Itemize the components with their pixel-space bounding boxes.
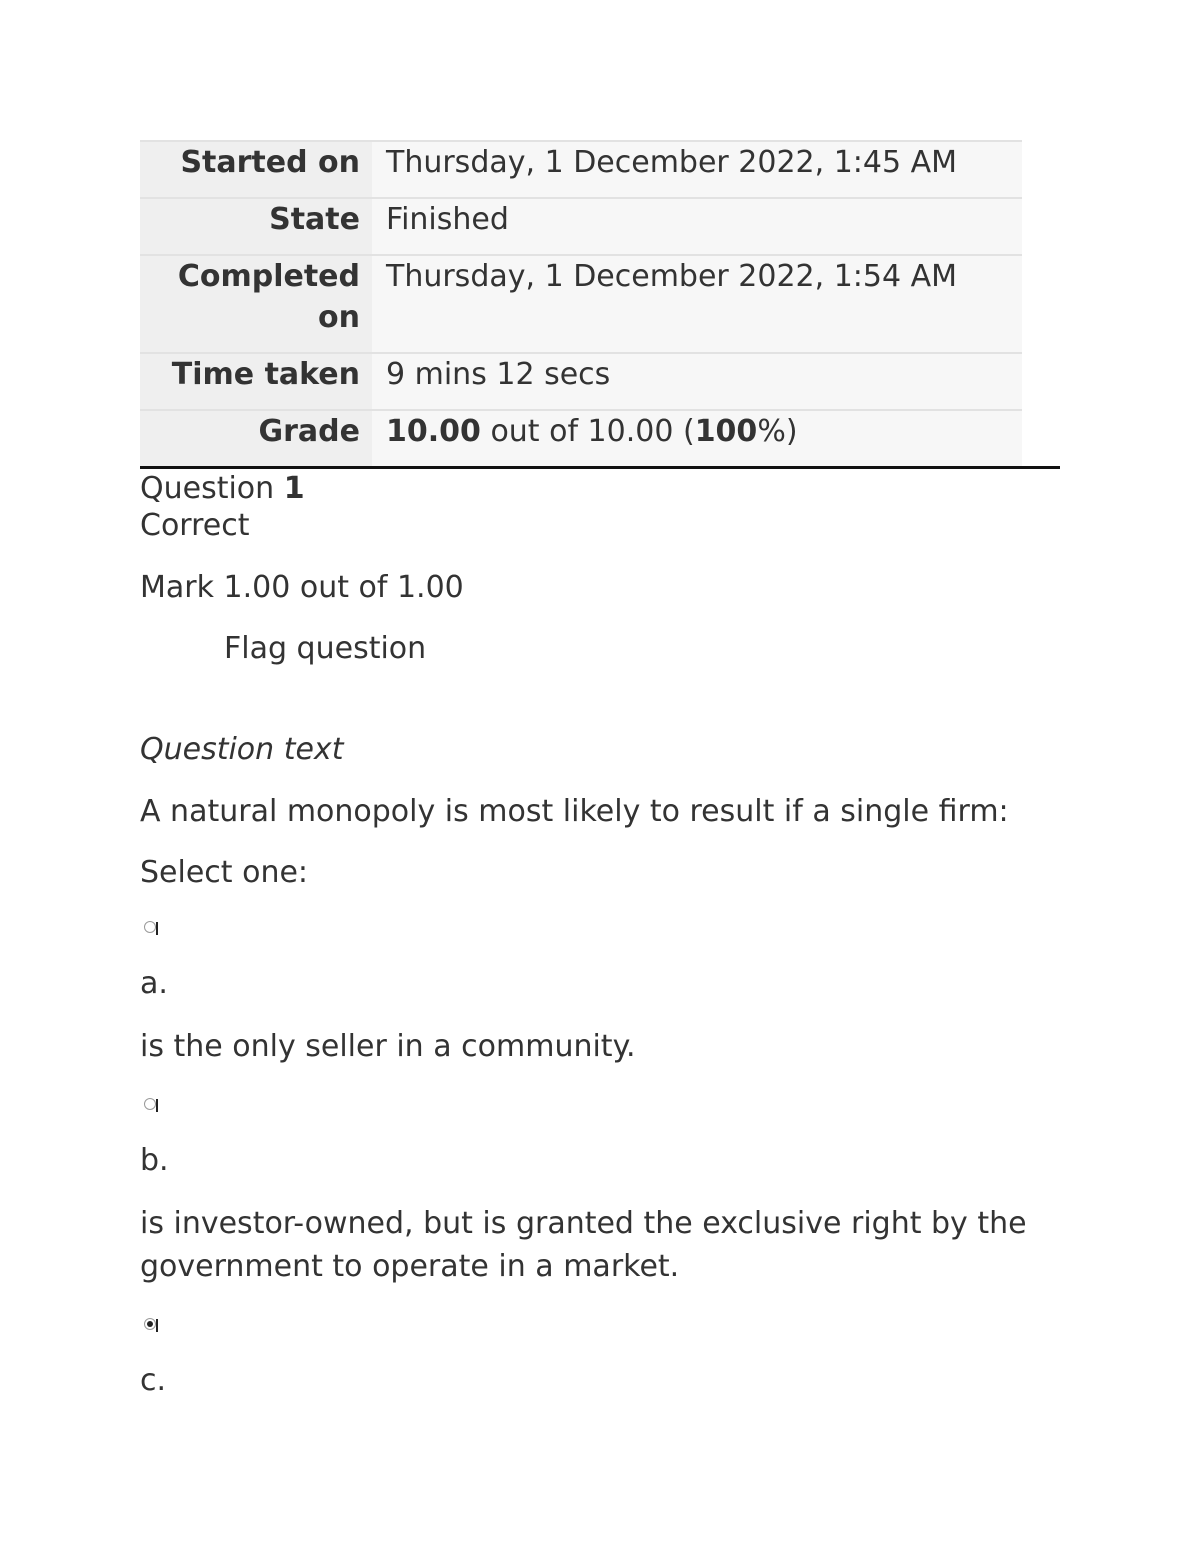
summary-value: 9 mins 12 secs [372, 353, 1022, 410]
summary-row-completed [140, 255, 1022, 353]
summary-label: Completed on [140, 255, 372, 353]
option-a-letter: a. [140, 966, 168, 1001]
radio-bar-icon [156, 1099, 158, 1112]
question-prefix: Question [140, 471, 284, 506]
summary-row-time-taken [140, 353, 1022, 410]
option-c-letter: c. [140, 1363, 167, 1398]
summary-label: Grade [140, 410, 372, 466]
radio-selected-dot-icon [147, 1321, 153, 1327]
option-c-radio[interactable] [144, 1318, 158, 1332]
summary-label: Started on [140, 141, 372, 198]
option-b-text[interactable]: is investor-owned, but is granted the exclusive right by the government to operate in a market. [140, 1206, 1027, 1284]
question-status: Correct [140, 508, 250, 543]
summary-label: Time taken [140, 353, 372, 410]
radio-bar-icon [156, 922, 158, 935]
summary-value: Thursday, 1 December 2022, 1:45 AM [372, 141, 1022, 198]
flag-question-link[interactable]: Flag question [224, 631, 427, 666]
grade-value [372, 410, 1022, 466]
question-text: A natural monopoly is most likely to result if a single firm: [140, 794, 1009, 829]
quiz-review-page [140, 140, 1060, 1399]
summary-value: Finished [372, 198, 1022, 255]
question-number [140, 470, 1060, 507]
option-a-text[interactable]: is the only seller in a community. [140, 1029, 636, 1064]
summary-value: Thursday, 1 December 2022, 1:54 AM [372, 255, 1022, 353]
summary-row-state [140, 198, 1022, 255]
radio-bar-icon [156, 1319, 158, 1332]
summary-row-started [140, 141, 1022, 198]
radio-ring-icon [144, 921, 156, 933]
grade-score: 10.00 [386, 414, 481, 449]
question-text-label: Question text [140, 732, 344, 767]
option-a-radio[interactable] [144, 921, 158, 935]
option-b-radio[interactable] [144, 1098, 158, 1112]
divider [140, 466, 1060, 469]
summary-label: State [140, 198, 372, 255]
question-number-value: 1 [283, 471, 305, 506]
select-prompt: Select one: [140, 855, 309, 890]
attempt-summary-table [140, 140, 1022, 466]
grade-suffix: %) [757, 414, 798, 449]
grade-percent: 100 [694, 414, 758, 449]
grade-middle: out of 10.00 ( [480, 414, 695, 449]
radio-ring-icon [144, 1098, 156, 1110]
question-mark: Mark 1.00 out of 1.00 [140, 570, 464, 605]
option-b-letter: b. [140, 1143, 169, 1178]
summary-row-grade [140, 410, 1022, 466]
